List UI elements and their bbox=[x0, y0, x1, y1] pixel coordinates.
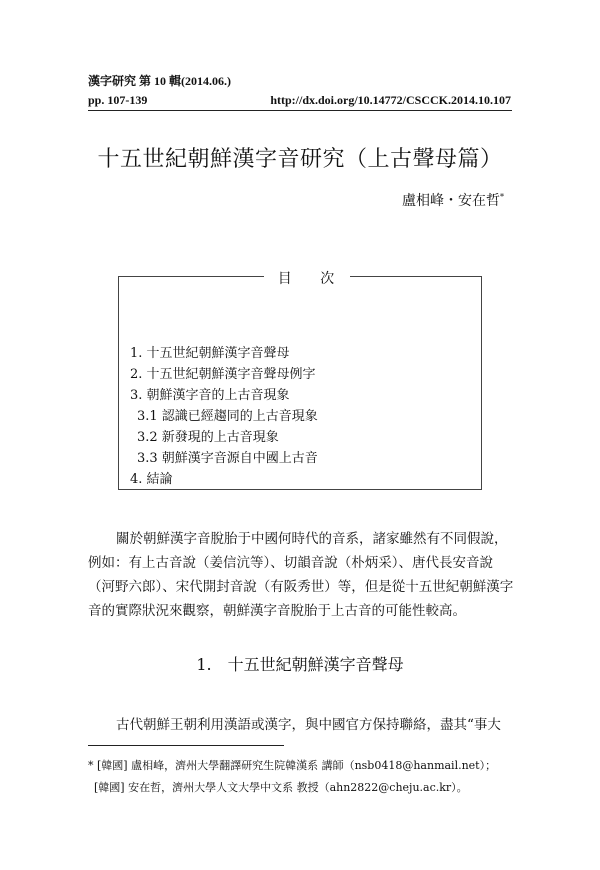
journal-info: 漢字研究 第 10 輯(2014.06.) bbox=[88, 74, 231, 88]
section-heading: 1. 十五世紀朝鮮漢字音聲母 bbox=[196, 655, 404, 674]
doi-link[interactable]: http://dx.doi.org/10.14772/CSCCK.2014.10.107 bbox=[270, 93, 511, 107]
footnote: * [韓國] 盧相峰，濟州大學翻譯研究生院韓漢系 講師（nsb0418@hanmail.net）； bbox=[88, 759, 497, 772]
footnote: [韓國] 安在哲，濟州大學人文大學中文系 教授（ahn2822@cheju.ac.kr）。 bbox=[94, 781, 468, 794]
toc-item: 3.2 新發現的上古音現象 bbox=[137, 430, 279, 445]
footnote-rule bbox=[88, 745, 284, 746]
toc-heading: 目 次 bbox=[264, 268, 350, 288]
author-footnote-mark: * bbox=[500, 192, 504, 202]
authors bbox=[402, 190, 504, 210]
toc-item: 3.3 朝鮮漢字音源自中國上古音 bbox=[137, 451, 318, 466]
header-rule bbox=[88, 110, 512, 111]
page-range: pp. 107-139 bbox=[88, 93, 148, 107]
toc-item: 1. 十五世紀朝鮮漢字音聲母 bbox=[130, 346, 290, 361]
author-names: 盧相峰・安在哲 bbox=[402, 193, 500, 209]
toc-item: 3.1 認識已經趨同的上古音現象 bbox=[137, 409, 318, 424]
abstract-text: 關於朝鮮漢字音脫胎于中國何時代的音系，諸家雖然有不同假說，例如：有上古音說（姜信沆等）、切韻音說（朴炳采）、唐代長安音說（河野六郎）、宋代開封音說（有阪秀世）等，但是從十五世紀朝鮮漢字音的實際狀況來觀察，朝鮮漢字音脫胎于上古音的可能性較高。 bbox=[88, 531, 514, 619]
toc-item: 3. 朝鮮漢字音的上古音現象 bbox=[130, 388, 290, 403]
body-paragraph: 古代朝鮮王朝利用漢語或漢字，與中國官方保持聯絡，盡其“事大 bbox=[116, 717, 501, 733]
paper-title: 十五世紀朝鮮漢字音研究（上古聲母篇） bbox=[97, 147, 503, 172]
toc-item: 4. 結論 bbox=[130, 472, 173, 487]
abstract bbox=[88, 527, 516, 623]
toc-item: 2. 十五世紀朝鮮漢字音聲母例字 bbox=[130, 367, 316, 382]
